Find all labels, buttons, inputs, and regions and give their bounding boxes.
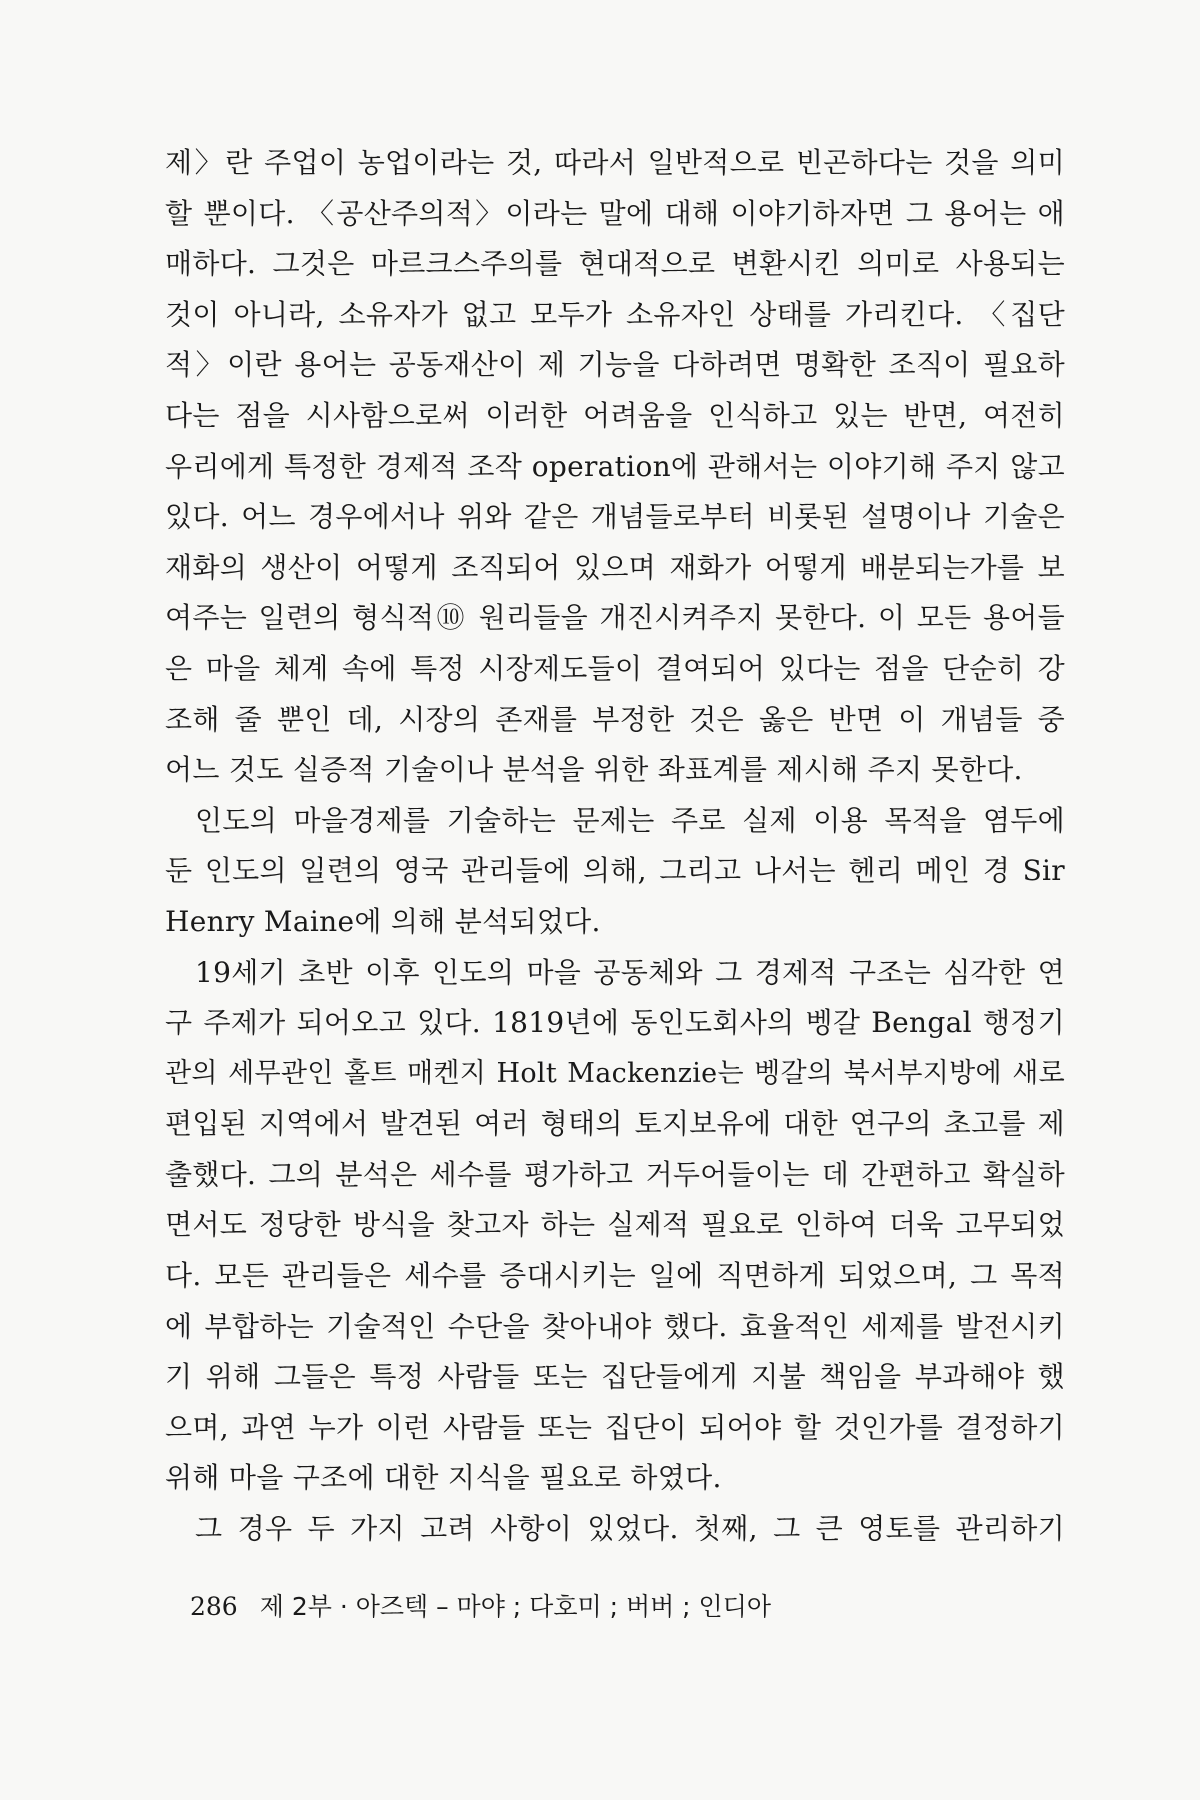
text-line: 구 주제가 되어오고 있다. 1819년에 동인도회사의 벵갈 Bengal 행정기 bbox=[165, 1006, 1065, 1040]
text-line: Henry Maine에 의해 분석되었다. bbox=[165, 904, 601, 938]
page-footer bbox=[190, 1587, 771, 1623]
text-line: 위해 마을 구조에 대한 지식을 필요로 하였다. bbox=[165, 1461, 722, 1495]
running-title: 제 2부 · 아즈텍 – 마야 ; 다호미 ; 버버 ; 인디아 bbox=[259, 1592, 772, 1621]
text-line: 다. 모든 관리들은 세수를 증대시키는 일에 직면하게 되었으며, 그 목적 bbox=[165, 1259, 1065, 1293]
text-line: 있다. 어느 경우에서나 위와 같은 개념들로부터 비롯된 설명이나 기술은 bbox=[165, 500, 1065, 534]
text-line: 할 뿐이다. 〈공산주의적〉이라는 말에 대해 이야기하자면 그 용어는 애 bbox=[165, 196, 1065, 230]
text-line: 다는 점을 시사함으로써 이러한 어려움을 인식하고 있는 반면, 여전히 bbox=[165, 398, 1065, 432]
text-line: 매하다. 그것은 마르크스주의를 현대적으로 변환시킨 의미로 사용되는 bbox=[165, 247, 1065, 281]
text-line: 어느 것도 실증적 기술이나 분석을 위한 좌표계를 제시해 주지 못한다. bbox=[165, 753, 1023, 787]
text-line: 19세기 초반 이후 인도의 마을 공동체와 그 경제적 구조는 심각한 연 bbox=[195, 955, 1065, 989]
page-number: 286 bbox=[190, 1592, 238, 1621]
text-line: 것이 아니라, 소유자가 없고 모두가 소유자인 상태를 가리킨다. 〈집단 bbox=[165, 297, 1065, 331]
text-line: 우리에게 특정한 경제적 조작 operation에 관해서는 이야기해 주지 않고 bbox=[165, 449, 1065, 483]
text-line: 관의 세무관인 홀트 매켄지 Holt Mackenzie는 벵갈의 북서부지방에 새로 bbox=[165, 1057, 1065, 1089]
text-line: 출했다. 그의 분석은 세수를 평가하고 거두어들이는 데 간편하고 확실하 bbox=[165, 1157, 1065, 1191]
text-line: 면서도 정당한 방식을 찾고자 하는 실제적 필요로 인하여 더욱 고무되었 bbox=[165, 1208, 1065, 1242]
text-line: 편입된 지역에서 발견된 여러 형태의 토지보유에 대한 연구의 초고를 제 bbox=[165, 1107, 1065, 1141]
text-line: 인도의 마을경제를 기술하는 문제는 주로 실제 이용 목적을 염두에 bbox=[195, 803, 1065, 837]
text-line: 그 경우 두 가지 고려 사항이 있었다. 첫째, 그 큰 영토를 관리하기 bbox=[195, 1512, 1065, 1546]
text-line: 조해 줄 뿐인 데, 시장의 존재를 부정한 것은 옳은 반면 이 개념들 중 bbox=[165, 702, 1065, 736]
text-line: 제〉란 주업이 농업이라는 것, 따라서 일반적으로 빈곤하다는 것을 의미 bbox=[165, 146, 1065, 179]
body-text bbox=[165, 138, 1065, 1555]
text-line: 둔 인도의 일련의 영국 관리들에 의해, 그리고 나서는 헨리 메인 경 Sir bbox=[165, 854, 1065, 888]
text-line: 은 마을 체계 속에 특정 시장제도들이 결여되어 있다는 점을 단순히 강 bbox=[165, 651, 1065, 685]
text-line: 적〉이란 용어는 공동재산이 제 기능을 다하려면 명확한 조직이 필요하 bbox=[165, 348, 1065, 382]
text-line: 여주는 일련의 형식적⑩ 원리들을 개진시켜주지 못한다. 이 모든 용어들 bbox=[165, 601, 1065, 635]
text-line: 으며, 과연 누가 이런 사람들 또는 집단이 되어야 할 것인가를 결정하기 bbox=[165, 1410, 1065, 1444]
text-line: 기 위해 그들은 특정 사람들 또는 집단들에게 지불 책임을 부과해야 했 bbox=[165, 1360, 1065, 1394]
text-line: 에 부합하는 기술적인 수단을 찾아내야 했다. 효율적인 세제를 발전시키 bbox=[165, 1309, 1065, 1343]
text-line: 재화의 생산이 어떻게 조직되어 있으며 재화가 어떻게 배분되는가를 보 bbox=[165, 550, 1065, 584]
